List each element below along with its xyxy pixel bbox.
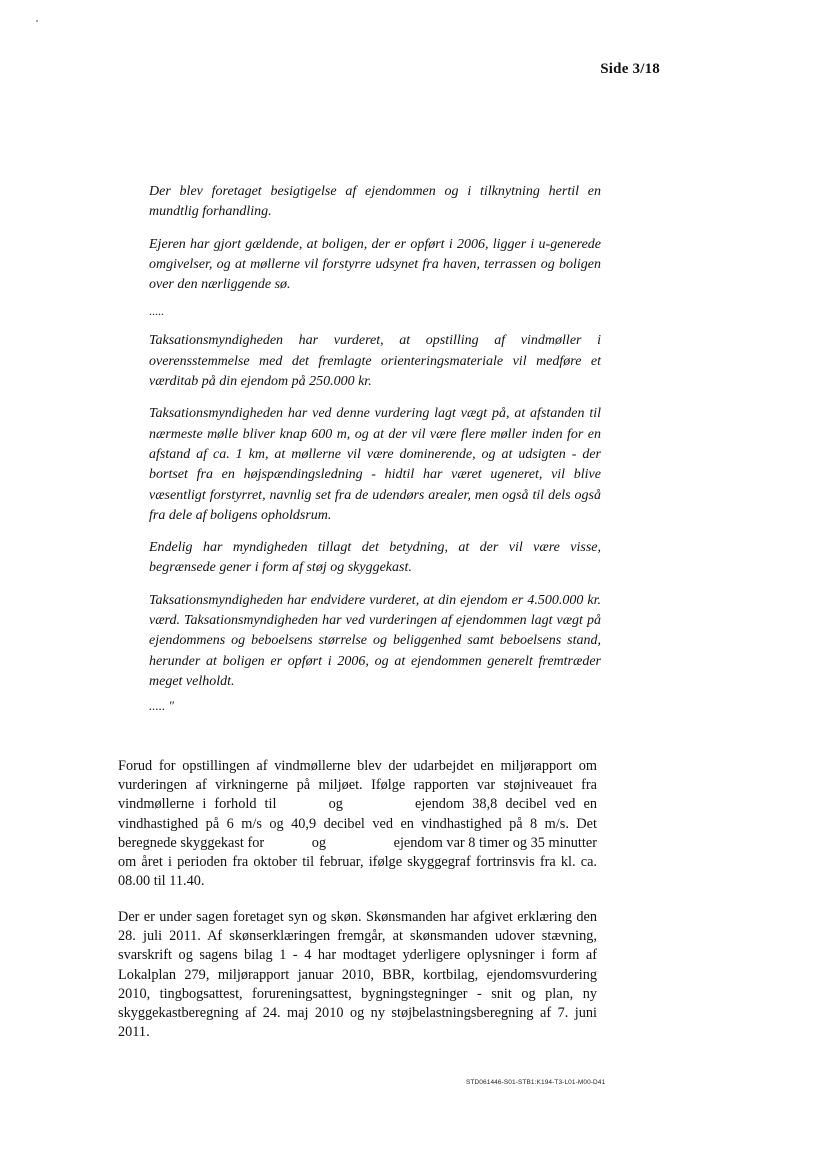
quote-paragraph-4: Taksationsmyndigheden har ved denne vurdering lagt vægt på, at afstanden til nærmeste mølle bliver knap 600 m, og at der vil være flere møller inden for en afstand af ca. 1 km, at møllerne vil være dominerende, og at udsigten - der bortset fra en højspændingsledning - hidtil har været ugeneret, vil blive væsentligt forstyrret, navnlig set fra de udendørs arealer, men også til dels også fra dele af boligens opholdsrum. (149, 406, 601, 523)
page-number: Side 3/18 (600, 61, 660, 77)
quote-paragraph-3: Taksationsmyndigheden har vurderet, at opstilling af vindmøller i overensstemmelse med det fremlagte orienteringsmateriale vil medføre et værditab på din ejendom på 250.000 kr. (149, 333, 601, 390)
quoted-excerpt (149, 182, 601, 714)
body-text-segment: Forud for opstillingen af vindmøllerne blev der udarbejdet en miljørapport om vurderingen af virkningerne på miljøet. Ifølge rapporten var støjniveauet fra vindmøllerne i forhold til (118, 758, 597, 813)
body-paragraph-survey (118, 908, 597, 1042)
quote-paragraph-1: Der blev foretaget besigtigelse af ejendommen og i tilknytning hertil en mundtlig forhandling. (149, 184, 601, 220)
body-paragraph-1 (118, 757, 597, 891)
scan-speck (36, 20, 38, 22)
quote-ellipsis: ..... (149, 304, 164, 319)
body-text-segment: og (311, 834, 327, 851)
quote-paragraph-5: Endelig har myndigheden tillagt det betydning, at der vil være visse, begrænsede gener i form af støj og skyggekast. (149, 540, 601, 576)
document-code: STD061446-S01-STB1:K194-T3-L01-M00-D41 (466, 1079, 606, 1086)
body-paragraph-2: Der er under sagen foretaget syn og skøn. Skønsmanden har afgivet erklæring den 28. juli 2011. Af skønserklæringen fremgår, at skønsmanden udover stævning, svarskrift og sagens bilag 1 - 4 har modtaget yderligere oplysninger i form af Lokalplan 279, miljørapport januar 2010, BBR, kortbilag, ejendomsvurdering 2010, tingbogsattest, forureningsattest, bygningstegninger - snit og plan, ny skyggekastberegning af 24. maj 2010 og ny støjbelastningsberegning af 7. juni 2011. (118, 909, 597, 1041)
body-text-segment: ejendom var 8 timer og 35 minutter om året i perioden fra oktober til februar, ifølge skyggegraf fortrinsvis fra kl. ca. 08.00 til 11.40. (118, 834, 597, 890)
quote-paragraph-2: Ejeren har gjort gældende, at boligen, der er opført i 2006, ligger i u-generede omgivelser, og at møllerne vil forstyrre udsynet fra haven, terrassen og boligen over den nærliggende sø. (149, 236, 601, 293)
body-text-segment: og (328, 796, 343, 813)
body-paragraph-environment-report (118, 757, 597, 891)
quote-paragraph-6: Taksationsmyndigheden har endvidere vurderet, at din ejendom er 4.500.000 kr. værd. Taksationsmyndigheden har ved vurderingen af ejendommen lagt vægt på ejendommens og beboelsens størrelse og beliggenhed samt beboelsens stand, herunder at boligen er opført i 2006, og at ejendommen generelt fremtræder meget velholdt. (149, 592, 601, 689)
body-text-segment: ejendom 38,8 decibel ved en vindhastighed på 6 m/s og 40,9 decibel ved en vindhastighed på 8 m/s. Det beregnede skyggekast for (118, 796, 597, 851)
quote-closing: ..... " (149, 698, 174, 714)
